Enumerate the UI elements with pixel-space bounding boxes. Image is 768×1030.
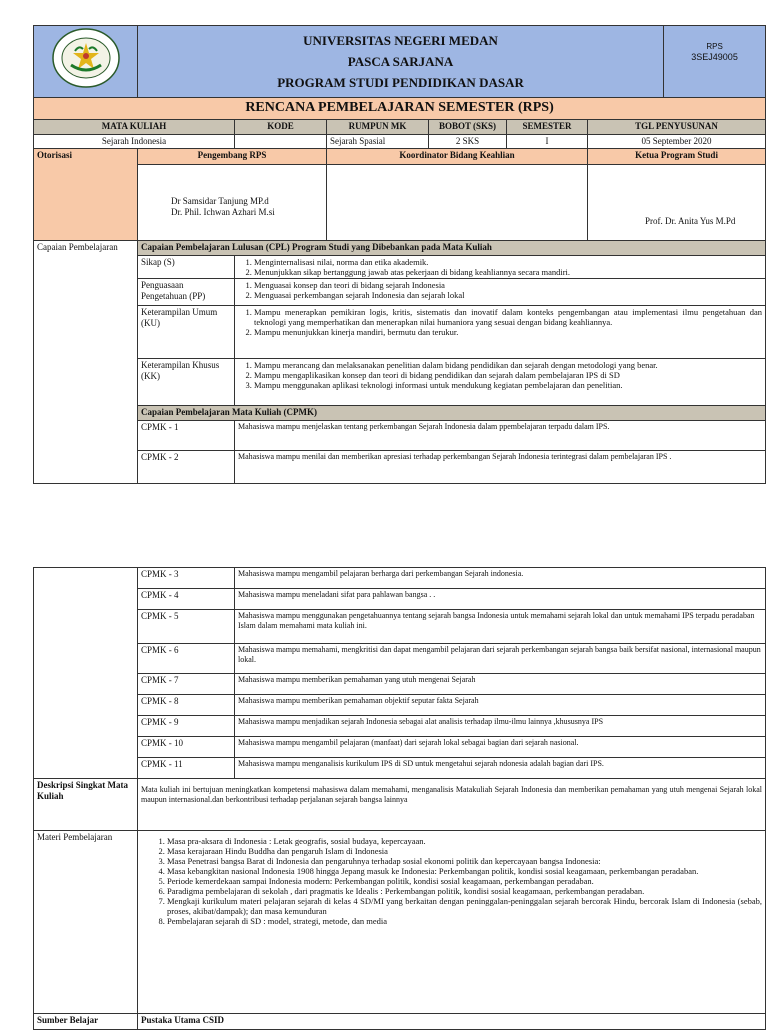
cpl-ku-label: Keterampilan Umum (KU)	[138, 306, 235, 359]
logo-cell	[34, 26, 138, 98]
school-name: PASCA SARJANA	[347, 54, 454, 69]
list-item: 3. Masa Penetrasi bangsa Barat di Indonesia dan pengaruhnya terhadap sosial ekonomi politik dan kepercayaan bangsa Indonesia:	[167, 856, 762, 866]
ketua-label: Ketua Program Studi	[588, 149, 766, 165]
sumber-value: Pustaka Utama CSID	[138, 1014, 766, 1030]
cpl-sikap-list	[235, 256, 766, 279]
pengembang-names	[138, 165, 327, 241]
cpmk-text: Mahasiswa mampu menilai dan memberikan apresiasi terhadap perkembangan Sejarah Indonesia terintegrasi dalam pembelajaran IPS .	[235, 451, 766, 484]
cpmk-code: CPMK - 3	[138, 568, 235, 589]
cpmk-code: CPMK - 7	[138, 674, 235, 695]
cpmk-text: Mahasiswa mampu memberikan pemahaman yang utuh mengenai Sejarah	[235, 674, 766, 695]
cpl-title: Capaian Pembelajaran Lulusan (CPL) Program Studi yang Dibebankan pada Mata Kuliah	[138, 241, 766, 256]
university-name: UNIVERSITAS NEGERI MEDAN	[303, 33, 498, 48]
col-tgl: TGL PENYUSUNAN	[588, 120, 766, 135]
cpmk-code: CPMK - 10	[138, 737, 235, 758]
list-item: 1. Menginternalisasi nilai, norma dan etika akademik.	[254, 257, 762, 267]
rps-table-top	[33, 25, 766, 484]
koordinator-signature	[327, 165, 588, 241]
list-item: 1. Mampu menerapkan pemikiran logis, kritis, sistematis dan inovatif dalam konteks pengembangan atau implementasi ilmu pengetahuan dan teknologi yang memperhatikan dan menerapkan nilai humaniora yang sesuai dengan bidang keahliannya.	[254, 307, 762, 327]
list-item: 4. Masa kebangkitan nasional Indonesia 1908 hingga Jepang masuk ke Indonesia: Perkembangan politik, kondisi sosial keagamaan, perkembangan peradaban.	[167, 866, 762, 876]
list-item: 2. Mampu menunjukkan kinerja mandiri, bermutu dan terukur.	[254, 327, 762, 337]
col-bobot: BOBOT (SKS)	[429, 120, 507, 135]
cpmk-text: Mahasiswa mampu menjadikan sejarah Indonesia sebagai alat analisis terhadap ilmu-ilmu lainnya ,khususnya IPS	[235, 716, 766, 737]
rps-table-bottom	[33, 567, 766, 1030]
cpmk-text: Mahasiswa mampu mengambil pelajaran berharga dari perkembangan Sejarah indonesia.	[235, 568, 766, 589]
deskripsi-label: Deskripsi Singkat Mata Kuliah	[34, 779, 138, 831]
cpmk-text: Mahasiswa mampu memahami, mengkritisi dan dapat mengambil pelajaran dari sejarah perkembangan sejarah bangsa baik bersifat nasional, internasional maupun lokal.	[235, 644, 766, 674]
sumber-label: Sumber Belajar	[34, 1014, 138, 1030]
list-item: 1. Mampu merancang dan melaksanakan penelitian dalam bidang pendidikan dan sejarah dengan metodologi yang benar.	[254, 360, 762, 370]
ketua-signature	[588, 165, 766, 241]
cpmk-text: Mahasiswa mampu menjelaskan tentang perkembangan Sejarah Indonesia dalam ppembelajaran terpadu dalam IPS.	[235, 421, 766, 451]
rps-title: RENCANA PEMBELAJARAN SEMESTER (RPS)	[34, 98, 766, 120]
rps-page-2	[33, 567, 765, 1030]
cpmk-text: Mahasiswa mampu menggunakan pengetahuannya tentang sejarah bangsa Indonesia untuk memahami sejarah lokal dan untuk memahami IPS terpadu peradaban Islam dalam memahami mata kuliah ini.	[235, 610, 766, 644]
materi-label: Materi Pembelajaran	[34, 831, 138, 1014]
cpmk-blank-cell	[34, 568, 138, 779]
cpmk-text: Mahasiswa mampu mengambil pelajaran (manfaat) dari sejarah lokal sebagai bagian dari sejarah nasional.	[235, 737, 766, 758]
list-item: 2. Masa kerajaraan Hindu Buddha dan pengaruh Islam di Indonesia	[167, 846, 762, 856]
course-rumpun: Sejarah Spasial	[327, 135, 429, 149]
cpl-pp-label: Penguasaan Pengetahuan (PP)	[138, 279, 235, 306]
ketua-name: Prof. Dr. Anita Yus M.Pd	[645, 216, 736, 226]
course-name: Sejarah Indonesia	[34, 135, 235, 149]
cpmk-code: CPMK - 1	[138, 421, 235, 451]
document-code-cell	[664, 26, 766, 98]
program-name: PROGRAM STUDI PENDIDIKAN DASAR	[277, 75, 524, 90]
cpmk-text: Mahasiswa mampu memberikan pemahaman objektif seputar fakta Sejarah	[235, 695, 766, 716]
capaian-label: Capaian Pembelajaran	[34, 241, 138, 484]
list-item: 8. Pembelajaran sejarah di SD : model, strategi, metode, dan media	[167, 916, 762, 926]
col-kode: KODE	[235, 120, 327, 135]
cpmk-text: Mahasiswa mampu meneladani sifat para pahlawan bangsa . .	[235, 589, 766, 610]
col-semester: SEMESTER	[507, 120, 588, 135]
list-item: 2. Menunjukkan sikap bertanggung jawab atas pekerjaan di bidang keahliannya secara mandiri.	[254, 267, 762, 277]
list-item: 2. Menguasai perkembangan sejarah Indonesia dan sejarah lokal	[254, 290, 762, 300]
cpl-sikap-label: Sikap (S)	[138, 256, 235, 279]
materi-list	[138, 831, 766, 1014]
list-item: 5. Periode kemerdekaan sampai Indonesia modern: Perkembangan politik, kondisi sosial keagamaan, perkembangan peradaban.	[167, 876, 762, 886]
document-code-label: RPS	[706, 42, 723, 51]
cpl-kk-label: Keterampilan Khusus (KK)	[138, 359, 235, 406]
cpmk-code: CPMK - 11	[138, 758, 235, 779]
document-code-value: 3SEJ49005	[691, 52, 738, 62]
list-item: 1. Masa pra-aksara di Indonesia : Letak geografis, sosial budaya, kepercayaan.	[167, 836, 762, 846]
list-item: 7. Mengkaji kurikulum materi pelajaran sejarah di kelas 4 SD/MI yang berkaitan dengan peninggalan-peninggalan sejarah bercorak Hindu, bercorak Islam di Indonesia (sebab, proses, akibat/dampak); dan masa kemunduran	[167, 896, 762, 916]
list-item: 3. Mampu menggunakan aplikasi teknologi informasi untuk mendukung kegiatan pembelajaran dan penelitian.	[254, 380, 762, 390]
list-item: 1. Menguasai konsep dan teori di bidang sejarah Indonesia	[254, 280, 762, 290]
page-gap	[0, 535, 768, 565]
course-bobot: 2 SKS	[429, 135, 507, 149]
cpmk-code: CPMK - 9	[138, 716, 235, 737]
cpmk-code: CPMK - 4	[138, 589, 235, 610]
list-item: 6. Paradigma pembelajaran di sekolah , dari pragmatis ke Idealis : Perkembangan politik, kondisi sosial keagamaan, perkembangan peradaban.	[167, 886, 762, 896]
cpmk-code: CPMK - 5	[138, 610, 235, 644]
university-logo-icon	[51, 27, 121, 89]
header-title-cell	[138, 26, 664, 98]
cpl-ku-list	[235, 306, 766, 359]
pengembang-label: Pengembang RPS	[138, 149, 327, 165]
cpmk-code: CPMK - 6	[138, 644, 235, 674]
cpmk-code: CPMK - 2	[138, 451, 235, 484]
col-rumpun: RUMPUN MK	[327, 120, 429, 135]
deskripsi-text: Mata kuliah ini bertujuan meningkatkan kompetensi mahasiswa dalam memahami, menganalisis Matakuliah Sejarah Indonesia dan memberikan pemahaman yang utuh mengenai Sejarah lokal maupun internasional.dan berkontribusi terhadap perjalanan sejarah bangsa lainnya	[138, 779, 766, 831]
cpmk-text: Mahasiswa mampu menganalisis kurikulum IPS di SD untuk mengetahui sejarah ndonesia adalah bagian dari IPS.	[235, 758, 766, 779]
cpl-pp-list	[235, 279, 766, 306]
cpmk-title: Capaian Pembelajaran Mata Kuliah (CPMK)	[138, 406, 766, 421]
course-date: 05 September 2020	[588, 135, 766, 149]
course-code	[235, 135, 327, 149]
col-mata-kuliah: MATA KULIAH	[34, 120, 235, 135]
koordinator-label: Koordinator Bidang Keahlian	[327, 149, 588, 165]
pengembang-2: Dr. Phil. Ichwan Azhari M.si	[171, 207, 275, 217]
list-item: 2. Mampu mengaplikasikan konsep dan teori di bidang pendidikan dan sejarah dalam pembelajaran IPS di SD	[254, 370, 762, 380]
cpl-kk-list	[235, 359, 766, 406]
otorisasi-label: Otorisasi	[34, 149, 138, 241]
pengembang-1: Dr Samsidar Tanjung MP.d	[171, 196, 269, 206]
course-semester: I	[507, 135, 588, 149]
rps-page-1	[33, 25, 765, 484]
cpmk-code: CPMK - 8	[138, 695, 235, 716]
